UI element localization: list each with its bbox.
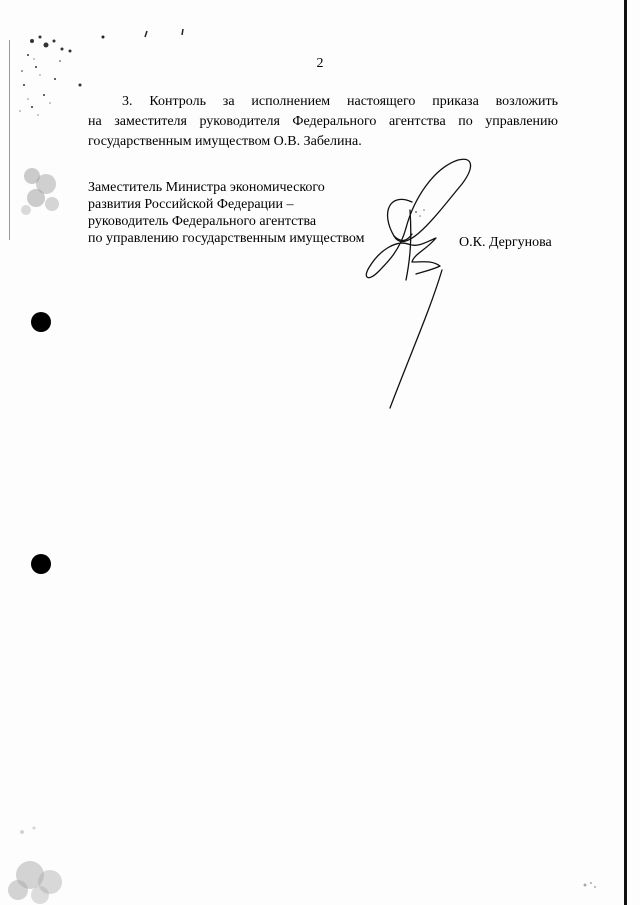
scan-noise-left-smudge [12,160,72,230]
signatory-position-line: Заместитель Министра экономического [88,180,325,195]
scan-noise-bottom-left [0,820,80,905]
handwritten-signature [350,150,480,410]
signatory-position-line: развития Российской Федерации – [88,197,294,212]
punch-hole-bottom [31,554,51,574]
scan-noise-top-marks [95,25,195,45]
paragraph-line: 3. Контроль за исполнением настоящего приказа возложить [122,94,558,109]
page-number: 2 [316,56,324,71]
order-paragraph [88,92,558,152]
punch-hole-top [31,312,51,332]
signatory-position [88,179,364,247]
scan-noise-bottom-right [575,875,605,895]
scan-edge-right [624,0,627,905]
signer-name: О.К. Дергунова [459,235,552,250]
signatory-position-line: по управлению государственным имуществом [88,231,365,246]
paragraph-line: государственным имуществом О.В. Забелина. [88,134,362,149]
paragraph-line: на заместителя руководителя Федерального агентства по управлению [88,114,558,129]
signatory-position-line: руководитель Федерального агентства [88,214,317,229]
